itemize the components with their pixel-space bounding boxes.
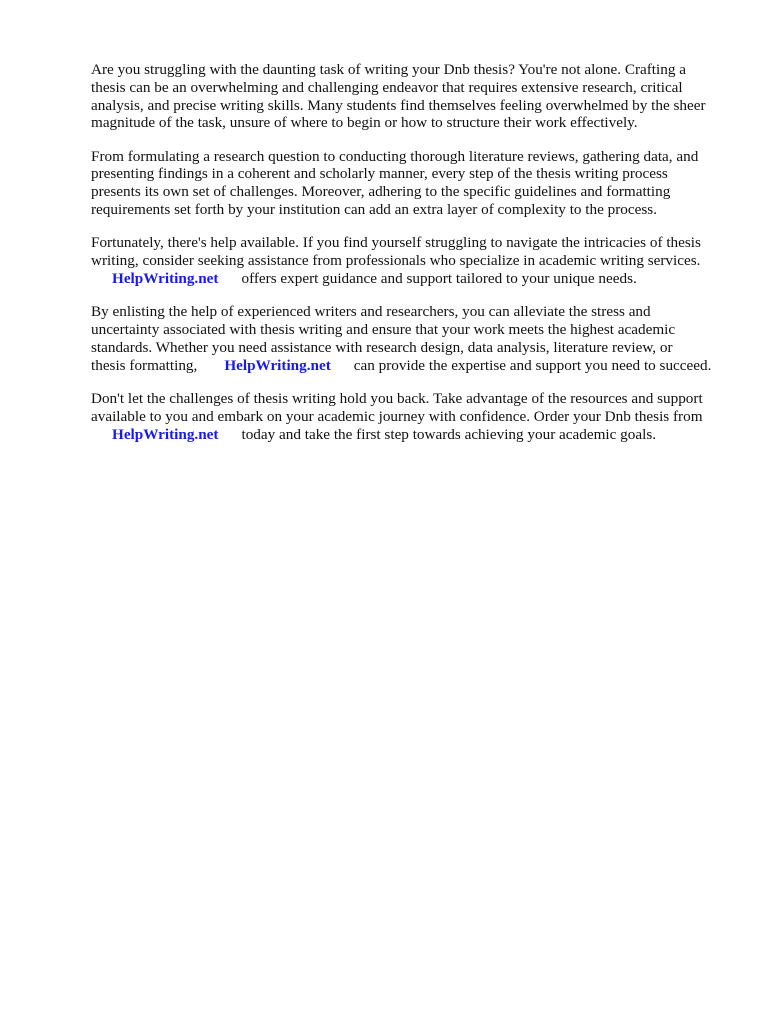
- text-line: presents its own set of challenges. Moreover, adhering to the specific guidelines and formatting: [91, 183, 671, 201]
- text-line-with-link: [91, 357, 731, 375]
- text-line: Are you struggling with the daunting task of writing your Dnb thesis? You're not alone. Crafting a: [91, 61, 686, 78]
- text-line-with-link: [91, 426, 731, 444]
- text-line: thesis can be an overwhelming and challenging endeavor that requires extensive research, critical: [91, 78, 683, 96]
- text-line: From formulating a research question to conducting thorough literature reviews, gathering data, and: [91, 147, 699, 165]
- text-line: uncertainty associated with thesis writing and ensure that your work meets the highest academic: [91, 321, 676, 339]
- text-line: available to you and embark on your academic journey with confidence. Order your Dnb thesis from: [91, 407, 703, 425]
- text-line: By enlisting the help of experienced writers and researchers, you can alleviate the stress and: [91, 303, 651, 321]
- text-line: analysis, and precise writing skills. Many students find themselves feeling overwhelmed by the sheer: [91, 96, 706, 114]
- paragraph-challenges: [91, 148, 731, 219]
- link-trailing-text: can provide the expertise and support you need to succeed.: [353, 356, 712, 374]
- text-line: writing, consider seeking assistance from professionals who specialize in academic writing services.: [91, 252, 701, 270]
- paragraph-intro: [91, 61, 731, 132]
- document-body: [91, 61, 731, 459]
- text-line: Don't let the challenges of thesis writing hold you back. Take advantage of the resources and support: [91, 389, 703, 407]
- paragraph-call-to-action: [91, 390, 731, 443]
- text-line: standards. Whether you need assistance with research design, data analysis, literature review, or: [91, 338, 673, 356]
- helpwriting-link[interactable]: HelpWriting.net: [112, 425, 219, 443]
- paragraph-enlisting-help: [91, 303, 731, 374]
- link-leading-text: thesis formatting,: [91, 356, 198, 374]
- text-line-with-link: [91, 270, 731, 288]
- link-trailing-text: today and take the first step towards achieving your academic goals.: [241, 425, 657, 443]
- link-trailing-text: offers expert guidance and support tailored to your unique needs.: [241, 269, 637, 287]
- text-line: requirements set forth by your institution can add an extra layer of complexity to the process.: [91, 201, 657, 219]
- text-line: Fortunately, there's help available. If you find yourself struggling to navigate the intricacies of thesis: [91, 234, 701, 252]
- helpwriting-link[interactable]: HelpWriting.net: [112, 269, 219, 287]
- text-line: presenting findings in a coherent and scholarly manner, every step of the thesis writing process: [91, 165, 668, 183]
- helpwriting-link[interactable]: HelpWriting.net: [224, 356, 331, 374]
- text-line: magnitude of the task, unsure of where to begin or how to structure their work effectively.: [91, 114, 638, 132]
- paragraph-help-available: [91, 234, 731, 287]
